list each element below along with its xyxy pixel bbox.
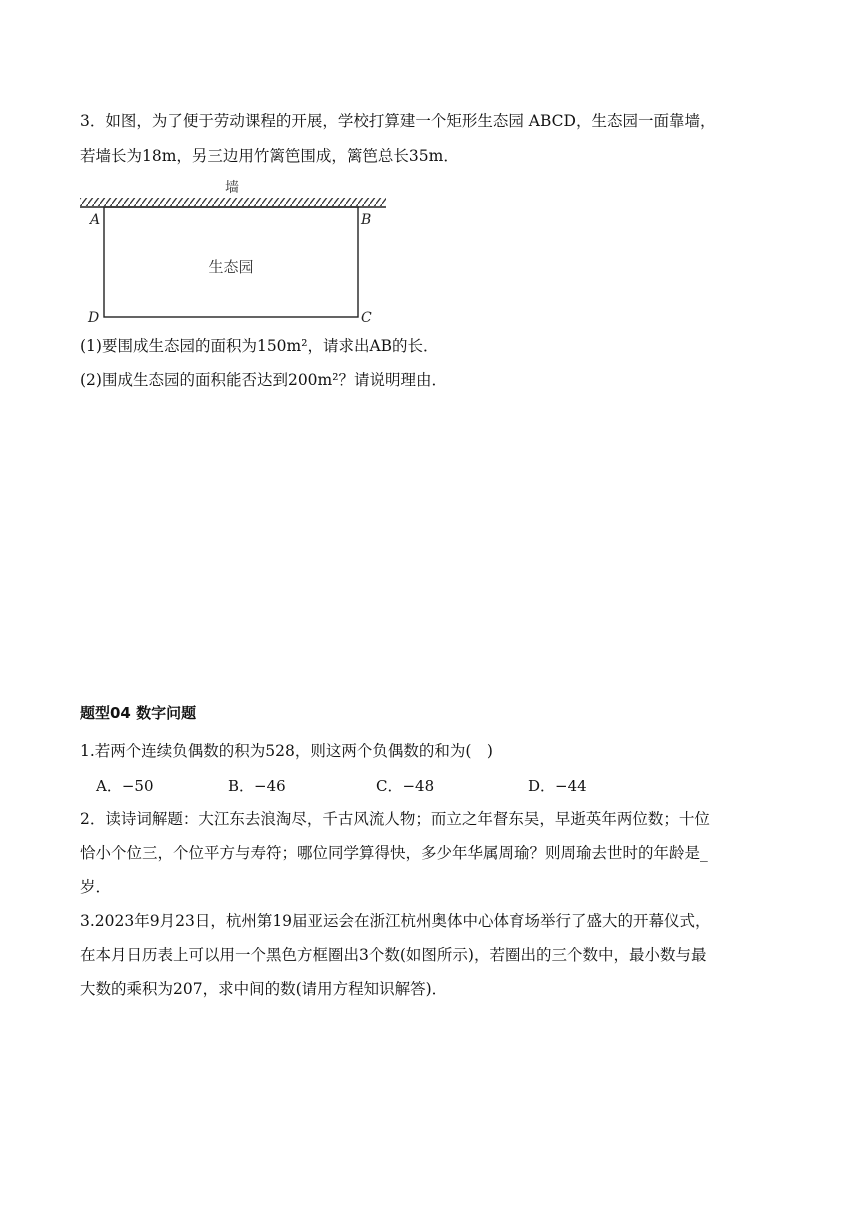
- vertex-c-label: C: [361, 310, 372, 326]
- q3-garden-line-1: 3．如图，为了便于劳动课程的开展，学校打算建一个矩形生态园 ABCD，生态园一面靠墙，: [80, 112, 716, 130]
- section-title: 题型04 数字问题: [80, 704, 197, 722]
- q1-option-c: C．−48: [376, 777, 435, 795]
- garden-diagram: [76, 172, 392, 330]
- vertex-a-label: A: [90, 212, 101, 228]
- garden-label: 生态园: [208, 258, 254, 276]
- q3-calendar-line-1: 3.2023年9月23日，杭州第19届亚运会在浙江杭州奥体中心体育场举行了盛大的开幕仪式，: [80, 912, 711, 930]
- q3-calendar-line-3: 大数的乘积为207，求中间的数(请用方程知识解答)．: [80, 980, 448, 998]
- q3-sub-question-2: (2)围成生态园的面积能否达到200m²？请说明理由．: [80, 371, 447, 389]
- q2-line-1: 2．读诗词解题：大江东去浪淘尽，千古风流人物；而立之年督东吴，早逝英年两位数；十位: [80, 810, 710, 828]
- q1-option-a: A．−50: [96, 777, 154, 795]
- vertex-b-label: B: [361, 212, 372, 228]
- wall-label: 墙: [225, 180, 239, 196]
- wall-hatching: [80, 198, 386, 206]
- q3-calendar-line-2: 在本月日历表上可以用一个黑色方框圈出3个数(如图所示)，若圈出的三个数中，最小数与最: [80, 946, 707, 964]
- q2-line-3: 岁．: [80, 878, 112, 896]
- vertex-d-label: D: [88, 310, 100, 326]
- q2-line-2: 恰小个位三，个位平方与寿符；哪位同学算得快，多少年华属周瑜？则周瑜去世时的年龄是_: [80, 844, 708, 862]
- q1-option-b: B．−46: [228, 777, 286, 795]
- q1-option-d: D．−44: [528, 777, 587, 795]
- q3-garden-line-2: 若墙长为18m，另三边用竹篱笆围成，篱笆总长35m．: [80, 147, 459, 165]
- q3-sub-question-1: (1)要围成生态园的面积为150m²，请求出AB的长．: [80, 337, 439, 355]
- q1-stem: 1.若两个连续负偶数的积为528，则这两个负偶数的和为( ): [80, 742, 493, 760]
